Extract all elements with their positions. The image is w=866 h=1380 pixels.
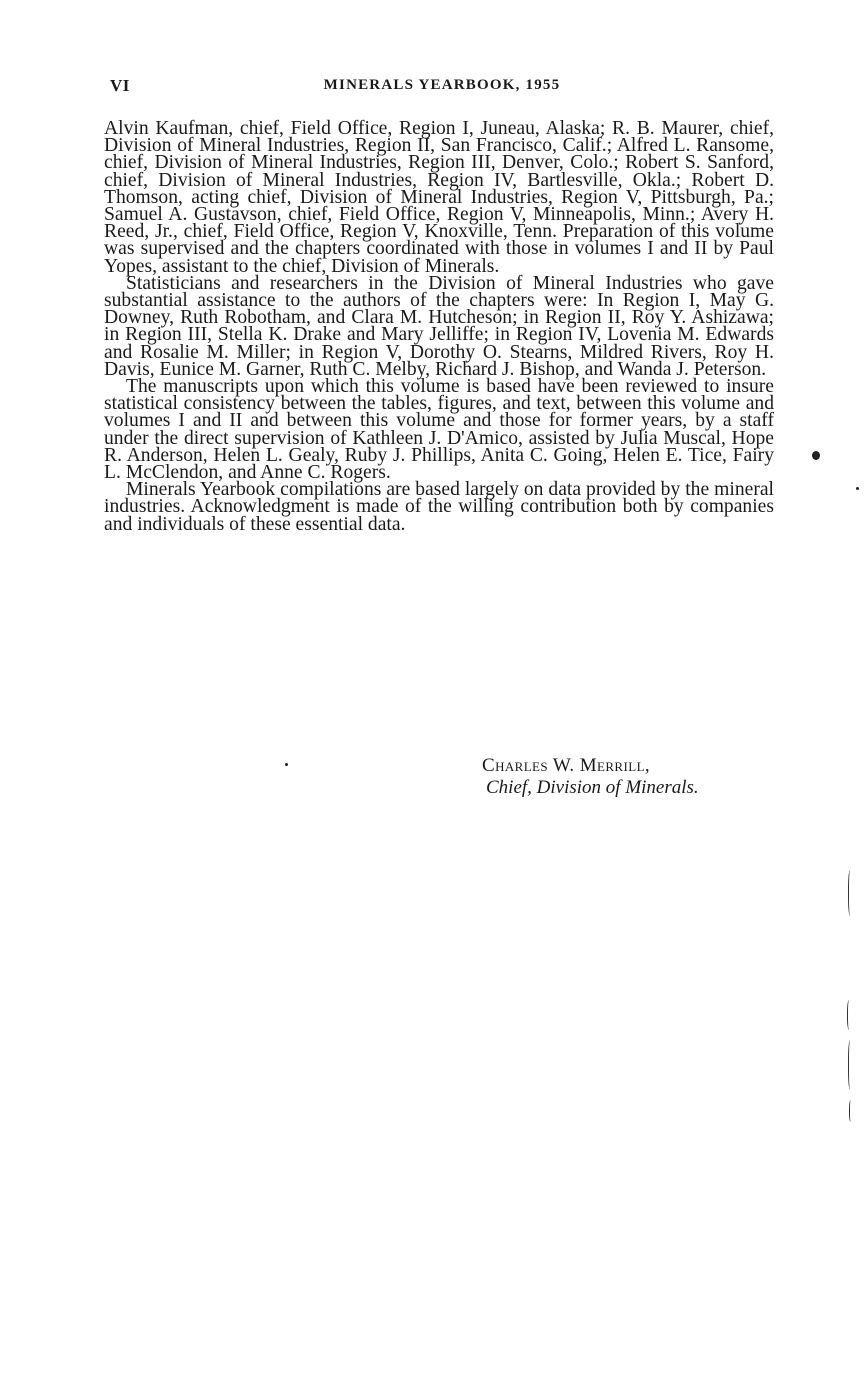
paragraph-manuscripts: The manuscripts upon which this volume is based have been reviewed to insure statistical consistency between the tables, figures, and text, between this volume and volumes I and II and between this volume and those for former years, by a staff under the direct supervision of Kathleen J. D'Amico, assisted by Julia Muscal, Hope R. Anderson, Helen L. Gealy, Ruby J. Phillips, Anita C. Going, Helen E. Tice, Fairy L. McClendon, and Anne C. Rogers. [104,376,774,484]
page-number: VI [110,76,130,95]
running-title: MINERALS YEARBOOK, 1955 [323,77,561,93]
paragraph-statisticians: Statisticians and researchers in the Division of Mineral Industries who gave substantial assistance to the authors of the chapters were: In Region I, May G. Downey, Ruth Robotham, and Clara M. Hutcheson; in Region II, Roy Y. Ashizawa; in Region III, Stella K. Drake and Mary Jelliffe; in Region IV, Lovenia M. Edwards and Rosalie M. Miller; in Region V, Dorothy O. Stearns, Mildred Rivers, Roy H. Davis, Eunice M. Garner, Ruth C. Melby, Richard J. Bishop, and Wanda J. Peterson. [104,272,774,380]
signature-name: Charles W. Merrill, [482,755,651,776]
signature-block [482,755,699,799]
scan-edge-mark [847,1000,852,1030]
signature-title: Chief, Division of Minerals. [486,777,699,798]
scan-speck [285,763,288,766]
body-text [104,120,774,533]
scan-speck [856,487,859,490]
scan-edge-mark [849,1100,853,1122]
paragraph-data-sources: Minerals Yearbook compilations are based largely on data provided by the mineral industries. Acknowledgment is made of the willing contribution both by companies and individuals of these essential data. [104,479,774,535]
scan-speck [812,451,820,460]
scan-edge-mark [848,1040,853,1090]
page-header [110,76,774,100]
scan-edge-mark [848,870,853,916]
paragraph-acknowledgment-staff: Alvin Kaufman, chief, Field Office, Region I, Juneau, Alaska; R. B. Maurer, chief, Division of Mineral Industries, Region II, San Francisco, Calif.; Alfred L. Ransome, chief, Division of Mineral Industries, Region III, Denver, Colo.; Robert S. Sanford, chief, Division of Mineral Industries, Region IV, Bartlesville, Okla.; Robert D. Thomson, acting chief, Division of Mineral Industries, Region V, Pittsburgh, Pa.; Samuel A. Gustavson, chief, Field Office, Region V, Minneapolis, Minn.; Avery H. Reed, Jr., chief, Field Office, Region V, Knoxville, Tenn. Preparation of this volume was supervised and the chapters coordinated with those in volumes I and II by Paul Yopes, assistant to the chief, Division of Minerals. [104,118,774,277]
